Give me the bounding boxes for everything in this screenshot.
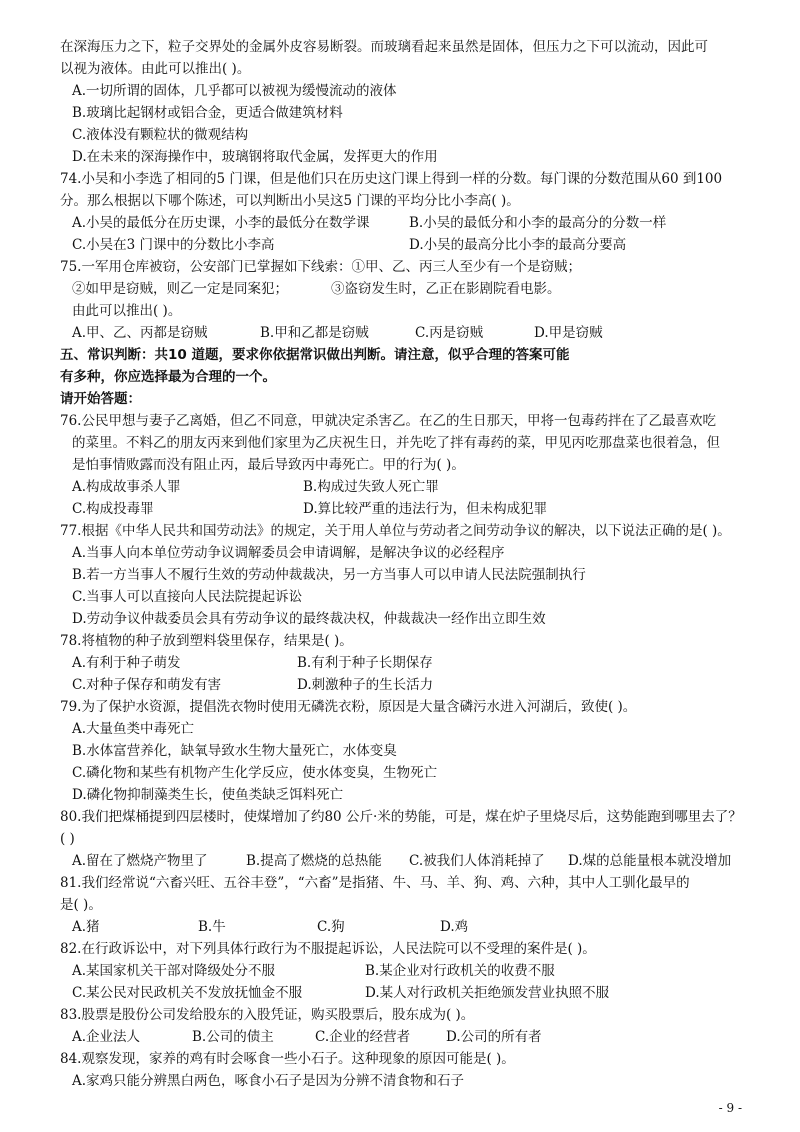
q76-option-a: A.构成故事杀人罪 [72, 479, 181, 495]
q77-stem: 77.根据《中华人民共和国劳动法》的规定，关于用人单位与劳动者之间劳动争议的解决，以下说法正确的是( )。 [60, 523, 731, 539]
q80-stem-line-1: 80.我们把煤桶提到四层楼时，使煤增加了约80 公斤·米的势能，可是，煤在炉子里烧尽后，这势能跑到哪里去了？ [60, 809, 742, 825]
q74-stem-line-2: 分。那么根据以下哪个陈述，可以判断出小吴这5 门课的平均分比小李高( )。 [60, 193, 520, 209]
q74-option-a: A.小吴的最低分在历史课，小李的最低分在数学课 [72, 215, 370, 231]
q77-option-c: C.当事人可以直接向人民法院提起诉讼 [72, 589, 303, 605]
q75-option-a: A.甲、乙、丙都是窃贼 [72, 325, 208, 341]
q77-option-a: A.当事人向本单位劳动争议调解委员会申请调解，是解决争议的必经程序 [72, 545, 505, 561]
q80-option-c: C.被我们人体消耗掉了 [409, 853, 545, 869]
q76-option-b: B.构成过失致人死亡罪 [303, 479, 439, 495]
q73-option-a: A.一切所谓的固体，几乎都可以被视为缓慢流动的液体 [72, 83, 397, 99]
q73-stem-line-1: 在深海压力之下，粒子交界处的金属外皮容易断裂。而玻璃看起来虽然是固体，但压力之下可以流动，因此可 [60, 39, 708, 55]
q81-stem-line-2: 是( )。 [60, 897, 102, 913]
q79-option-d: D.磷化物抑制藻类生长，使鱼类缺乏饵料死亡 [72, 787, 344, 803]
q81-options-row [72, 917, 752, 937]
q75-clues-row [72, 279, 752, 299]
q75-options-row [72, 323, 752, 343]
q81-stem-line-1: 81.我们经常说“六畜兴旺、五谷丰登”，“六畜”是指猪、牛、马、羊、狗、鸡、六种，其中人工驯化最早的 [60, 875, 690, 891]
q75-option-b: B.甲和乙都是窃贼 [260, 325, 369, 341]
q76-stem-line-2: 的菜里。不料乙的朋友丙来到他们家里为乙庆祝生日，并先吃了拌有毒药的菜，甲见丙吃那盘菜也很着急，但 [72, 435, 720, 451]
q82-option-d: D.某人对行政机关拒绝颁发营业执照不服 [365, 985, 610, 1001]
q79-stem: 79.为了保护水资源，提倡洗衣物时使用无磷洗衣粉，原因是大量含磷污水进入河湖后，致使( )。 [60, 699, 637, 715]
section-5-heading-line-2: 有多种，你应选择最为合理的一个。 [60, 369, 276, 385]
q76-stem-line-1: 76.公民甲想与妻子乙离婚，但乙不同意，甲就决定杀害乙。在乙的生日那天，甲将一包毒药拌在了乙最喜欢吃 [60, 413, 716, 429]
q74-stem-line-1: 74.小吴和小李选了相同的5 门课，但是他们只在历史这门课上得到一样的分数。每门课的分数范围从60 到100 [60, 171, 723, 187]
q81-option-a: A.猪 [72, 919, 100, 935]
section-5-start-prompt: 请开始答题： [60, 391, 141, 407]
q80-option-d: D.煤的总能量根本就没增加 [568, 853, 732, 869]
q80-option-b: B.提高了燃烧的总热能 [246, 853, 382, 869]
q76-option-d: D.算比较严重的违法行为，但未构成犯罪 [303, 501, 548, 517]
q74-options-row-2 [72, 235, 752, 255]
q78-option-c: C.对种子保存和萌发有害 [72, 677, 222, 693]
q82-stem: 82.在行政诉讼中，对下列具体行政行为不服提起诉讼，人民法院可以不受理的案件是( )。 [60, 941, 596, 957]
q73-option-b: B.玻璃比起钢材或铝合金，更适合做建筑材料 [72, 105, 343, 121]
q84-option-a: A.家鸡只能分辨黑白两色，啄食小石子是因为分辨不清食物和石子 [72, 1073, 465, 1089]
q75-clue-3: ③盗窃发生时，乙正在影剧院看电影。 [331, 281, 561, 297]
q83-option-b: B.公司的债主 [192, 1029, 274, 1045]
q75-option-c: C.丙是窃贼 [415, 325, 484, 341]
q82-options-row-2 [72, 983, 752, 1003]
q78-options-row-1 [72, 653, 752, 673]
q80-options-row [72, 851, 752, 871]
page-number: - 9 - [718, 1101, 742, 1115]
q81-option-b: B.牛 [198, 919, 226, 935]
q73-stem-line-2: 以视为液体。由此可以推出( )。 [60, 61, 251, 77]
q83-option-a: A.企业法人 [72, 1029, 141, 1045]
q83-option-c: C.企业的经营者 [315, 1029, 411, 1045]
q74-option-c: C.小吴在3 门课中的分数比小李高 [72, 237, 275, 253]
q75-clue-2: ②如甲是窃贼，则乙一定是同案犯； [72, 281, 288, 297]
q79-option-a: A.大量鱼类中毒死亡 [72, 721, 195, 737]
q75-option-d: D.甲是窃贼 [534, 325, 603, 341]
q81-option-c: C.狗 [317, 919, 345, 935]
q82-option-c: C.某公民对民政机关不发放抚恤金不服 [72, 985, 303, 1001]
q78-option-d: D.刺激种子的生长活力 [297, 677, 434, 693]
q84-stem: 84.观察发现，家养的鸡有时会啄食一些小石子。这种现象的原因可能是( )。 [60, 1051, 515, 1067]
q80-stem-line-2: ( ) [60, 831, 75, 847]
q82-option-b: B.某企业对行政机关的收费不服 [365, 963, 555, 979]
q80-option-a: A.留在了燃烧产物里了 [72, 853, 208, 869]
q75-stem-line-1: 75.一军用仓库被窃，公安部门已掌握如下线索：①甲、乙、丙三人至少有一个是窃贼； [60, 259, 581, 275]
q73-option-d: D.在未来的深海操作中，玻璃钢将取代金属，发挥更大的作用 [72, 149, 438, 165]
q76-option-c: C.构成投毒罪 [72, 501, 154, 517]
q78-options-row-2 [72, 675, 752, 695]
q76-options-row-2 [72, 499, 752, 519]
q79-option-c: C.磷化物和某些有机物产生化学反应，使水体变臭，生物死亡 [72, 765, 438, 781]
q83-options-row [72, 1027, 752, 1047]
q83-stem: 83.股票是股份公司发给股东的入股凭证，购买股票后，股东成为( )。 [60, 1007, 475, 1023]
q82-option-a: A.某国家机关干部对降级处分不服 [72, 963, 276, 979]
q81-option-d: D.鸡 [440, 919, 469, 935]
q77-option-d: D.劳动争议仲裁委员会具有劳动争议的最终裁决权，仲裁裁决一经作出立即生效 [72, 611, 546, 627]
section-5-heading-line-1: 五、常识判断：共10 道题，要求你依据常识做出判断。请注意，似乎合理的答案可能 [60, 347, 570, 363]
q77-option-b: B.若一方当事人不履行生效的劳动仲裁裁决，另一方当事人可以申请人民法院强制执行 [72, 567, 586, 583]
q73-option-c: C.液体没有颗粒状的微观结构 [72, 127, 249, 143]
q79-option-b: B.水体富营养化，缺氧导致水生物大量死亡，水体变臭 [72, 743, 397, 759]
q75-stem-line-3: 由此可以推出( )。 [72, 303, 182, 319]
q76-options-row-1 [72, 477, 752, 497]
q78-option-a: A.有利于种子萌发 [72, 655, 181, 671]
q74-options-row-1 [72, 213, 752, 233]
q74-option-b: B.小吴的最低分和小李的最高分的分数一样 [409, 215, 667, 231]
q83-option-d: D.公司的所有者 [446, 1029, 542, 1045]
q74-option-d: D.小吴的最高分比小李的最高分要高 [409, 237, 627, 253]
q78-stem: 78.将植物的种子放到塑料袋里保存，结果是( )。 [60, 633, 353, 649]
q76-stem-line-3: 是怕事情败露而没有阻止丙，最后导致丙中毒死亡。甲的行为( )。 [72, 457, 465, 473]
q82-options-row-1 [72, 961, 752, 981]
q78-option-b: B.有利于种子长期保存 [297, 655, 433, 671]
